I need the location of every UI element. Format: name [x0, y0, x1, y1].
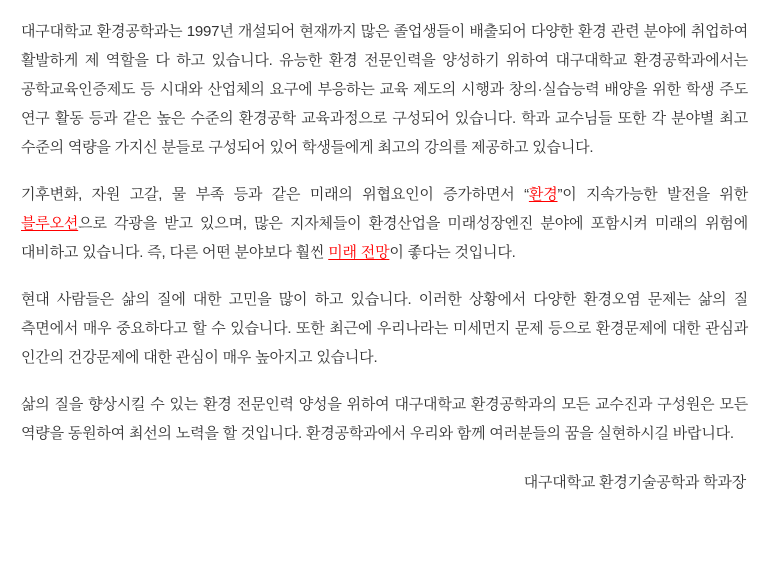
text-segment: ”이 지속가능한 발전을 위한 — [557, 186, 749, 203]
highlighted-term: 환경 — [528, 186, 558, 203]
text-segment: 으로 각광을 받고 있으며, 많은 지자체들이 환경산업을 미래성장엔진 분야에 포함시켜 미래의 위험에 대비하고 있습니다. 즉, 다른 어떤 분야보다 훨씬 — [21, 215, 748, 261]
signature-line: 대구대학교 환경기술공학과 학과장 — [523, 474, 746, 491]
greeting-paragraph — [21, 390, 748, 448]
text-segment: 이 좋다는 것입니다. — [389, 244, 516, 261]
greeting-body — [21, 17, 748, 448]
highlighted-term: 블루오션 — [21, 215, 79, 232]
highlighted-term: 미래 전망 — [328, 244, 390, 261]
text-segment: 현대 사람들은 삶의 질에 대한 고민을 많이 하고 있습니다. 이러한 상황에서 다양한 환경오염 문제는 삶의 질 측면에서 매우 중요하다고 할 수 있습니다. 또한 최근에 우리나라는 미세먼지 문제 등으로 환경문제에 대한 관심과 인간의 건강문제에 대한 관심이 매우 높아지고 있습니다. — [21, 291, 748, 366]
text-segment: 기후변화, 자원 고갈, 물 부족 등과 같은 미래의 위협요인이 증가하면서 “ — [21, 186, 529, 203]
text-segment: 삶의 질을 향상시킬 수 있는 환경 전문인력 양성을 위하여 대구대학교 환경공학과의 모든 교수진과 구성원은 모든 역량을 동원하여 최선의 노력을 할 것입니다. 환경공학과에서 우리와 함께 여러분들의 꿈을 실현하시길 바랍니다. — [21, 396, 748, 442]
greeting-paragraph — [21, 285, 748, 372]
greeting-paragraph — [21, 17, 748, 162]
greeting-paragraph — [21, 180, 748, 267]
text-segment: 대구대학교 환경공학과는 1997년 개설되어 현재까지 많은 졸업생들이 배출되어 다양한 환경 관련 분야에 취업하여 활발하게 제 역할을 다 하고 있습니다. 유능한 환경 전문인력을 양성하기 위하여 대구대학교 환경공학과에서는 공학교육인증제도 등 시대와 산업체의 요구에 부응하는 교육 제도의 시행과 창의·실습능력 배양을 위한 학생 주도 연구 활동 등과 같은 높은 수준의 환경공학 교육과정으로 구성되어 있습니다. 학과 교수님들 또한 각 분야별 최고 수준의 역량을 가지신 분들로 구성되어 있어 학생들에게 최고의 강의를 제공하고 있습니다. — [21, 23, 748, 156]
